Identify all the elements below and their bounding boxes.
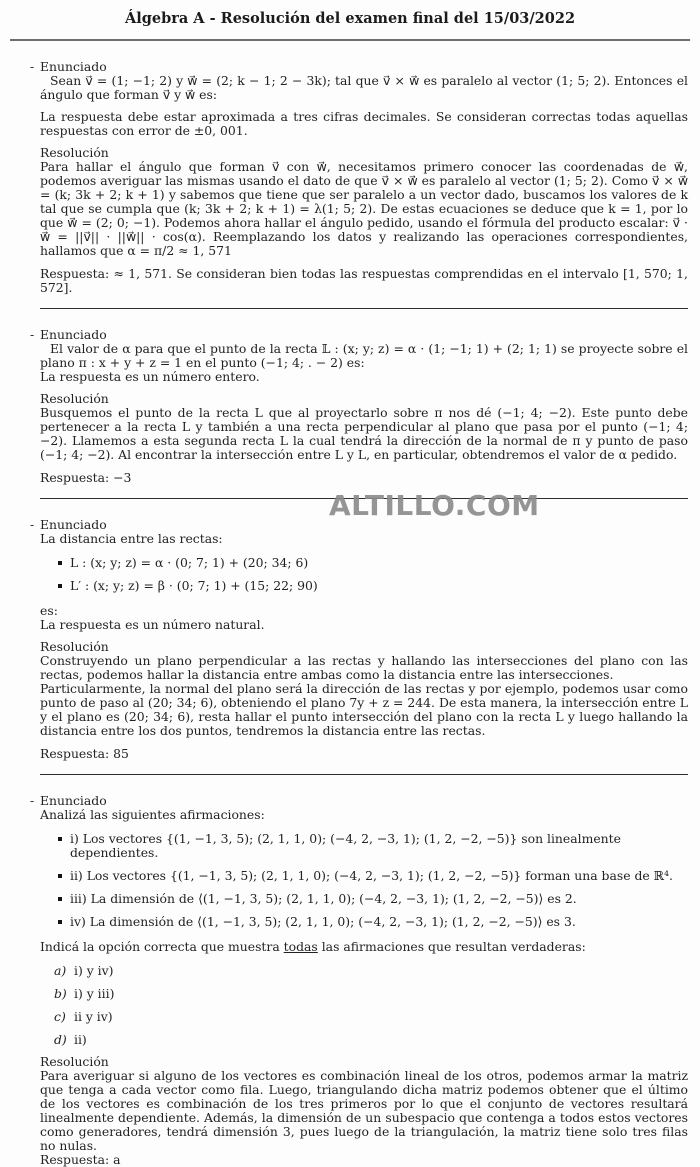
exercise-2-note: La respuesta es un número entero. bbox=[40, 369, 260, 384]
option-letter: c) bbox=[54, 1009, 66, 1024]
option-letter: a) bbox=[54, 963, 67, 978]
exercise-4-indication bbox=[40, 940, 688, 954]
list-item bbox=[58, 915, 688, 929]
bullet-square-icon bbox=[58, 561, 62, 565]
enunciado-label: Enunciado bbox=[40, 793, 107, 808]
exercise-3-after-bullets: es: bbox=[40, 603, 58, 618]
exercise-1-content bbox=[40, 60, 688, 295]
resolucion-label: Resolución bbox=[40, 391, 109, 406]
option-text: ii y iv) bbox=[74, 1009, 113, 1024]
exercise-3-content bbox=[40, 518, 688, 761]
exercise-1-statement: Sean v⃗ = (1; −1; 2) y w⃗ = (2; k − 1; 2 − 3k); tal que v⃗ × w⃗ es paralelo al vector (1; 5; 2). Entonces el ángulo que forman v⃗ y w⃗ es: bbox=[40, 73, 688, 102]
exercise-1 bbox=[30, 60, 688, 295]
option-a bbox=[54, 964, 688, 978]
bullet-square-icon bbox=[58, 584, 62, 588]
watermark-text: ALTILLO.COM bbox=[329, 489, 540, 522]
resolucion-label: Resolución bbox=[40, 639, 109, 654]
option-text: i) y iii) bbox=[74, 986, 115, 1001]
enunciado-label: Enunciado bbox=[40, 59, 107, 74]
exercise-3-resolution-2: Particularmente, la normal del plano será la dirección de las rectas y por ejemplo, podemos usar como punto de paso al (20; 34; 6), obteniendo el plano 7y + z = 244. De esta manera, la intersección entre L y el plano es (20; 34; 6), resta hallar el punto intersección del plano con la recta L y luego hallando la distancia entre los dos puntos, tendremos la distancia entre las rectas. bbox=[40, 681, 688, 738]
claim-iii: iii) La dimensión de ⟨(1, −1, 3, 5); (2, 1, 1, 0); (−4, 2, −3, 1); (1, 2, −2, −5)⟩ es 2. bbox=[70, 891, 577, 906]
title-rule bbox=[10, 39, 690, 41]
option-d bbox=[54, 1033, 688, 1047]
indication-underlined-word: todas bbox=[283, 939, 318, 954]
indication-suffix: las afirmaciones que resultan verdaderas: bbox=[317, 939, 586, 954]
list-item bbox=[58, 892, 688, 906]
option-letter: d) bbox=[54, 1032, 67, 1047]
exercise-2-answer: Respuesta: −3 bbox=[40, 470, 132, 485]
option-text: i) y iv) bbox=[74, 963, 114, 978]
bullet-square-icon bbox=[58, 874, 62, 878]
option-b bbox=[54, 987, 688, 1001]
exercise-3-lines-list bbox=[58, 556, 688, 593]
enunciado-label: Enunciado bbox=[40, 517, 107, 532]
exercise-4 bbox=[30, 794, 688, 1167]
exercise-3-resolution-1: Construyendo un plano perpendicular a las rectas y hallando las intersecciones del plano con las rectas, podemos hallar la distancia entre ambas como la distancia entre las intersecciones. bbox=[40, 653, 688, 682]
claim-iv: iv) La dimensión de ⟨(1, −1, 3, 5); (2, 1, 1, 0); (−4, 2, −3, 1); (1, 2, −2, −5)⟩ es 3. bbox=[70, 914, 576, 929]
line-Lprime-equation: L′ : (x; y; z) = β · (0; 7; 1) + (15; 22; 90) bbox=[70, 578, 318, 593]
option-c bbox=[54, 1010, 688, 1024]
exercise-2-statement: El valor de α para que el punto de la recta 𝕃 : (x; y; z) = α · (1; −1; 1) + (2; 1; 1) se proyecte sobre el plano π : x + y + z = 1 en el punto (−1; 4; . − 2) es: bbox=[40, 341, 688, 370]
exercise-1-resolution: Para hallar el ángulo que forman v⃗ con w⃗, necesitamos primero conocer las coordenadas de w⃗, podemos averiguar las mismas usando el dato de que v⃗ × w⃗ es paralelo al vector (1; 5; 2). Como v⃗ × w⃗ = (k; 3k + 2; k + 1) y sabemos que tiene que ser paralelo a un vector dado, buscamos los valores de k tal que se cumpla que (k; 3k + 2; k + 1) = λ(1; 5; 2). De estas ecuaciones se deduce que k = 1, por lo que w⃗ = (2; 0; −1). Podemos ahora hallar el ángulo pedido, usando el fórmula del producto escalar: v⃗ · w⃗ = ||v⃗|| · ||w⃗|| · cos(α). Reemplazando los datos y realizando las operaciones correspondientes, hallamos que α = π/2 ≈ 1, 571 bbox=[40, 159, 688, 258]
option-text: ii) bbox=[74, 1032, 87, 1047]
bullet-square-icon bbox=[58, 837, 62, 841]
enunciado-label: Enunciado bbox=[40, 327, 107, 342]
item-dash: - bbox=[30, 793, 35, 808]
list-item bbox=[58, 832, 688, 860]
resolucion-label: Resolución bbox=[40, 145, 109, 160]
exercise-1-note: La respuesta debe estar aproximada a tres cifras decimales. Se consideran correctas todas aquellas respuestas con error de ±0, 001. bbox=[40, 109, 688, 138]
bullet-square-icon bbox=[58, 920, 62, 924]
exercise-2-resolution: Busquemos el punto de la recta L que al proyectarlo sobre π nos dé (−1; 4; −2). Este punto debe pertenecer a la recta L y también a una recta perpendicular al plano que pasa por el punto (−1; 4; −2). Llamemos a esta segunda recta L la cual tendrá la dirección de la normal de π y punto de paso (−1; 4; −2). Al encontrar la intersección entre L y L, en particular, obtendremos el valor de α pedido. bbox=[40, 405, 688, 462]
claim-i: i) Los vectores {(1, −1, 3, 5); (2, 1, 1, 0); (−4, 2, −3, 1); (1, 2, −2, −5)} son linealmente dependientes. bbox=[70, 831, 621, 860]
exercise-4-content bbox=[40, 794, 688, 1167]
document-page bbox=[0, 10, 700, 1167]
option-letter: b) bbox=[54, 986, 67, 1001]
exercise-2-content bbox=[40, 328, 688, 485]
indication-prefix: Indicá la opción correcta que muestra bbox=[40, 939, 284, 954]
item-dash: - bbox=[30, 59, 35, 74]
item-dash: - bbox=[30, 517, 35, 532]
page-title: Álgebra A - Resolución del examen final del 15/03/2022 bbox=[124, 10, 576, 27]
exercise-4-answer: Respuesta: a bbox=[40, 1152, 121, 1167]
list-item bbox=[58, 579, 688, 593]
resolucion-label: Resolución bbox=[40, 1054, 109, 1069]
section-divider bbox=[40, 774, 688, 775]
exercise-3-answer: Respuesta: 85 bbox=[40, 746, 129, 761]
exercise-4-claims-list bbox=[58, 832, 688, 929]
exercise-4-resolution: Para averiguar si alguno de los vectores es combinación lineal de los otros, podemos armar la matriz que tenga a cada vector como fila. Luego, triangulando dicha matriz podemos obtener que el último de los vectores es combinación de los tres primeros por lo que el conjunto de vectores resultará linealmente dependiente. Además, la dimensión de un subespacio que contenga a todos estos vectores como generadores, tendrá dimensión 3, pues luego de la triangulación, la matriz tiene solo tres filas no nulas. bbox=[40, 1068, 688, 1153]
exercise-2 bbox=[30, 328, 688, 485]
exercise-3 bbox=[30, 518, 688, 761]
exercise-3-note: La respuesta es un número natural. bbox=[40, 617, 265, 632]
list-item bbox=[58, 556, 688, 570]
line-L-equation: L : (x; y; z) = α · (0; 7; 1) + (20; 34; 6) bbox=[70, 555, 309, 570]
exercise-1-answer: Respuesta: ≈ 1, 571. Se consideran bien todas las respuestas comprendidas en el intervalo [1, 570; 1, 572]. bbox=[40, 266, 688, 295]
exercise-4-intro: Analizá las siguientes afirmaciones: bbox=[40, 807, 265, 822]
exercise-3-intro: La distancia entre las rectas: bbox=[40, 531, 223, 546]
list-item bbox=[58, 869, 688, 883]
section-divider bbox=[40, 308, 688, 309]
claim-ii: ii) Los vectores {(1, −1, 3, 5); (2, 1, 1, 0); (−4, 2, −3, 1); (1, 2, −2, −5)} forman una base de ℝ⁴. bbox=[70, 868, 673, 883]
bullet-square-icon bbox=[58, 897, 62, 901]
exercise-4-options-list bbox=[54, 964, 688, 1047]
item-dash: - bbox=[30, 327, 35, 342]
